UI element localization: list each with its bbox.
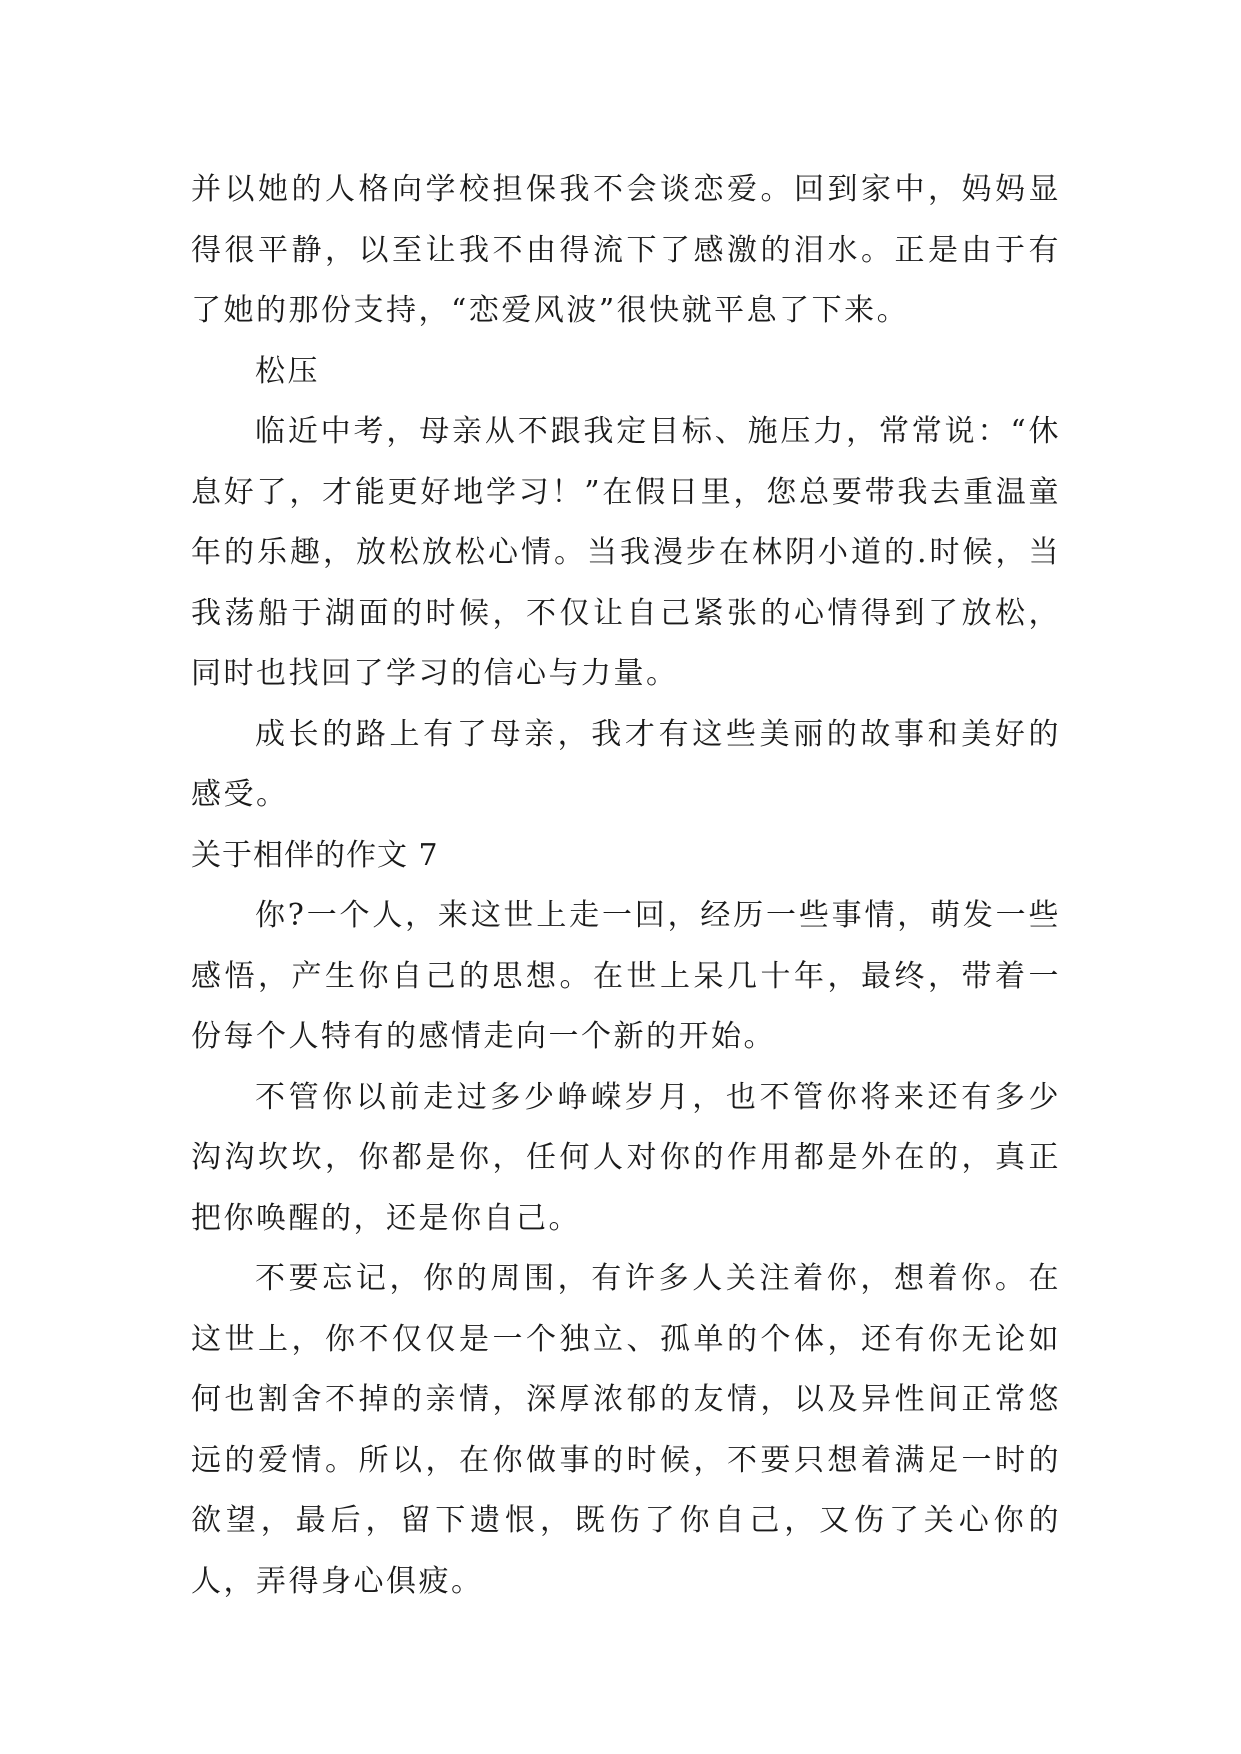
- paragraph-6: 不管你以前走过多少峥嵘岁月，也不管你将来还有多少沟沟坎坎，你都是你，任何人对你的作用都是外在的，真正把你唤醒的，还是你自己。: [191, 1079, 1061, 1236]
- section-title-relax: 松压: [255, 353, 320, 389]
- paragraph-5: 你?一个人，来这世上走一回，经历一些事情，萌发一些感悟，产生你自己的思想。在世上呆几十年，最终，带着一份每个人特有的感情走向一个新的开始。: [191, 898, 1061, 1054]
- paragraph-3: 临近中考，母亲从不跟我定目标、施压力，常常说：“休息好了，才能更好地学习！”在假日里，您总要带我去重温童年的乐趣，放松放松心情。当我漫步在林阴小道的.时候，当我荡船于湖面的时候，不仅让自己紧张的心情得到了放松，同时也找回了学习的信心与力量。: [191, 414, 1061, 691]
- document-body: [191, 160, 1061, 1612]
- paragraph-4: 成长的路上有了母亲，我才有这些美丽的故事和美好的感受。: [191, 716, 1061, 812]
- paragraph-7: 不要忘记，你的周围，有许多人关注着你，想着你。在这世上，你不仅仅是一个独立、孤单的个体，还有你无论如何也割舍不掉的亲情，深厚浓郁的友情，以及异性间正常悠远的爱情。所以，在你做事的时候，不要只想着满足一时的欲望，最后，留下遗恨，既伤了你自己，又伤了关心你的人，弄得身心俱疲。: [191, 1261, 1061, 1599]
- essay-heading: 关于相伴的作文 7: [191, 837, 439, 873]
- paragraph-1: 并以她的人格向学校担保我不会谈恋爱。回到家中，妈妈显得很平静，以至让我不由得流下了感激的泪水。正是由于有了她的那份支持，“恋爱风波”很快就平息了下来。: [191, 172, 1061, 328]
